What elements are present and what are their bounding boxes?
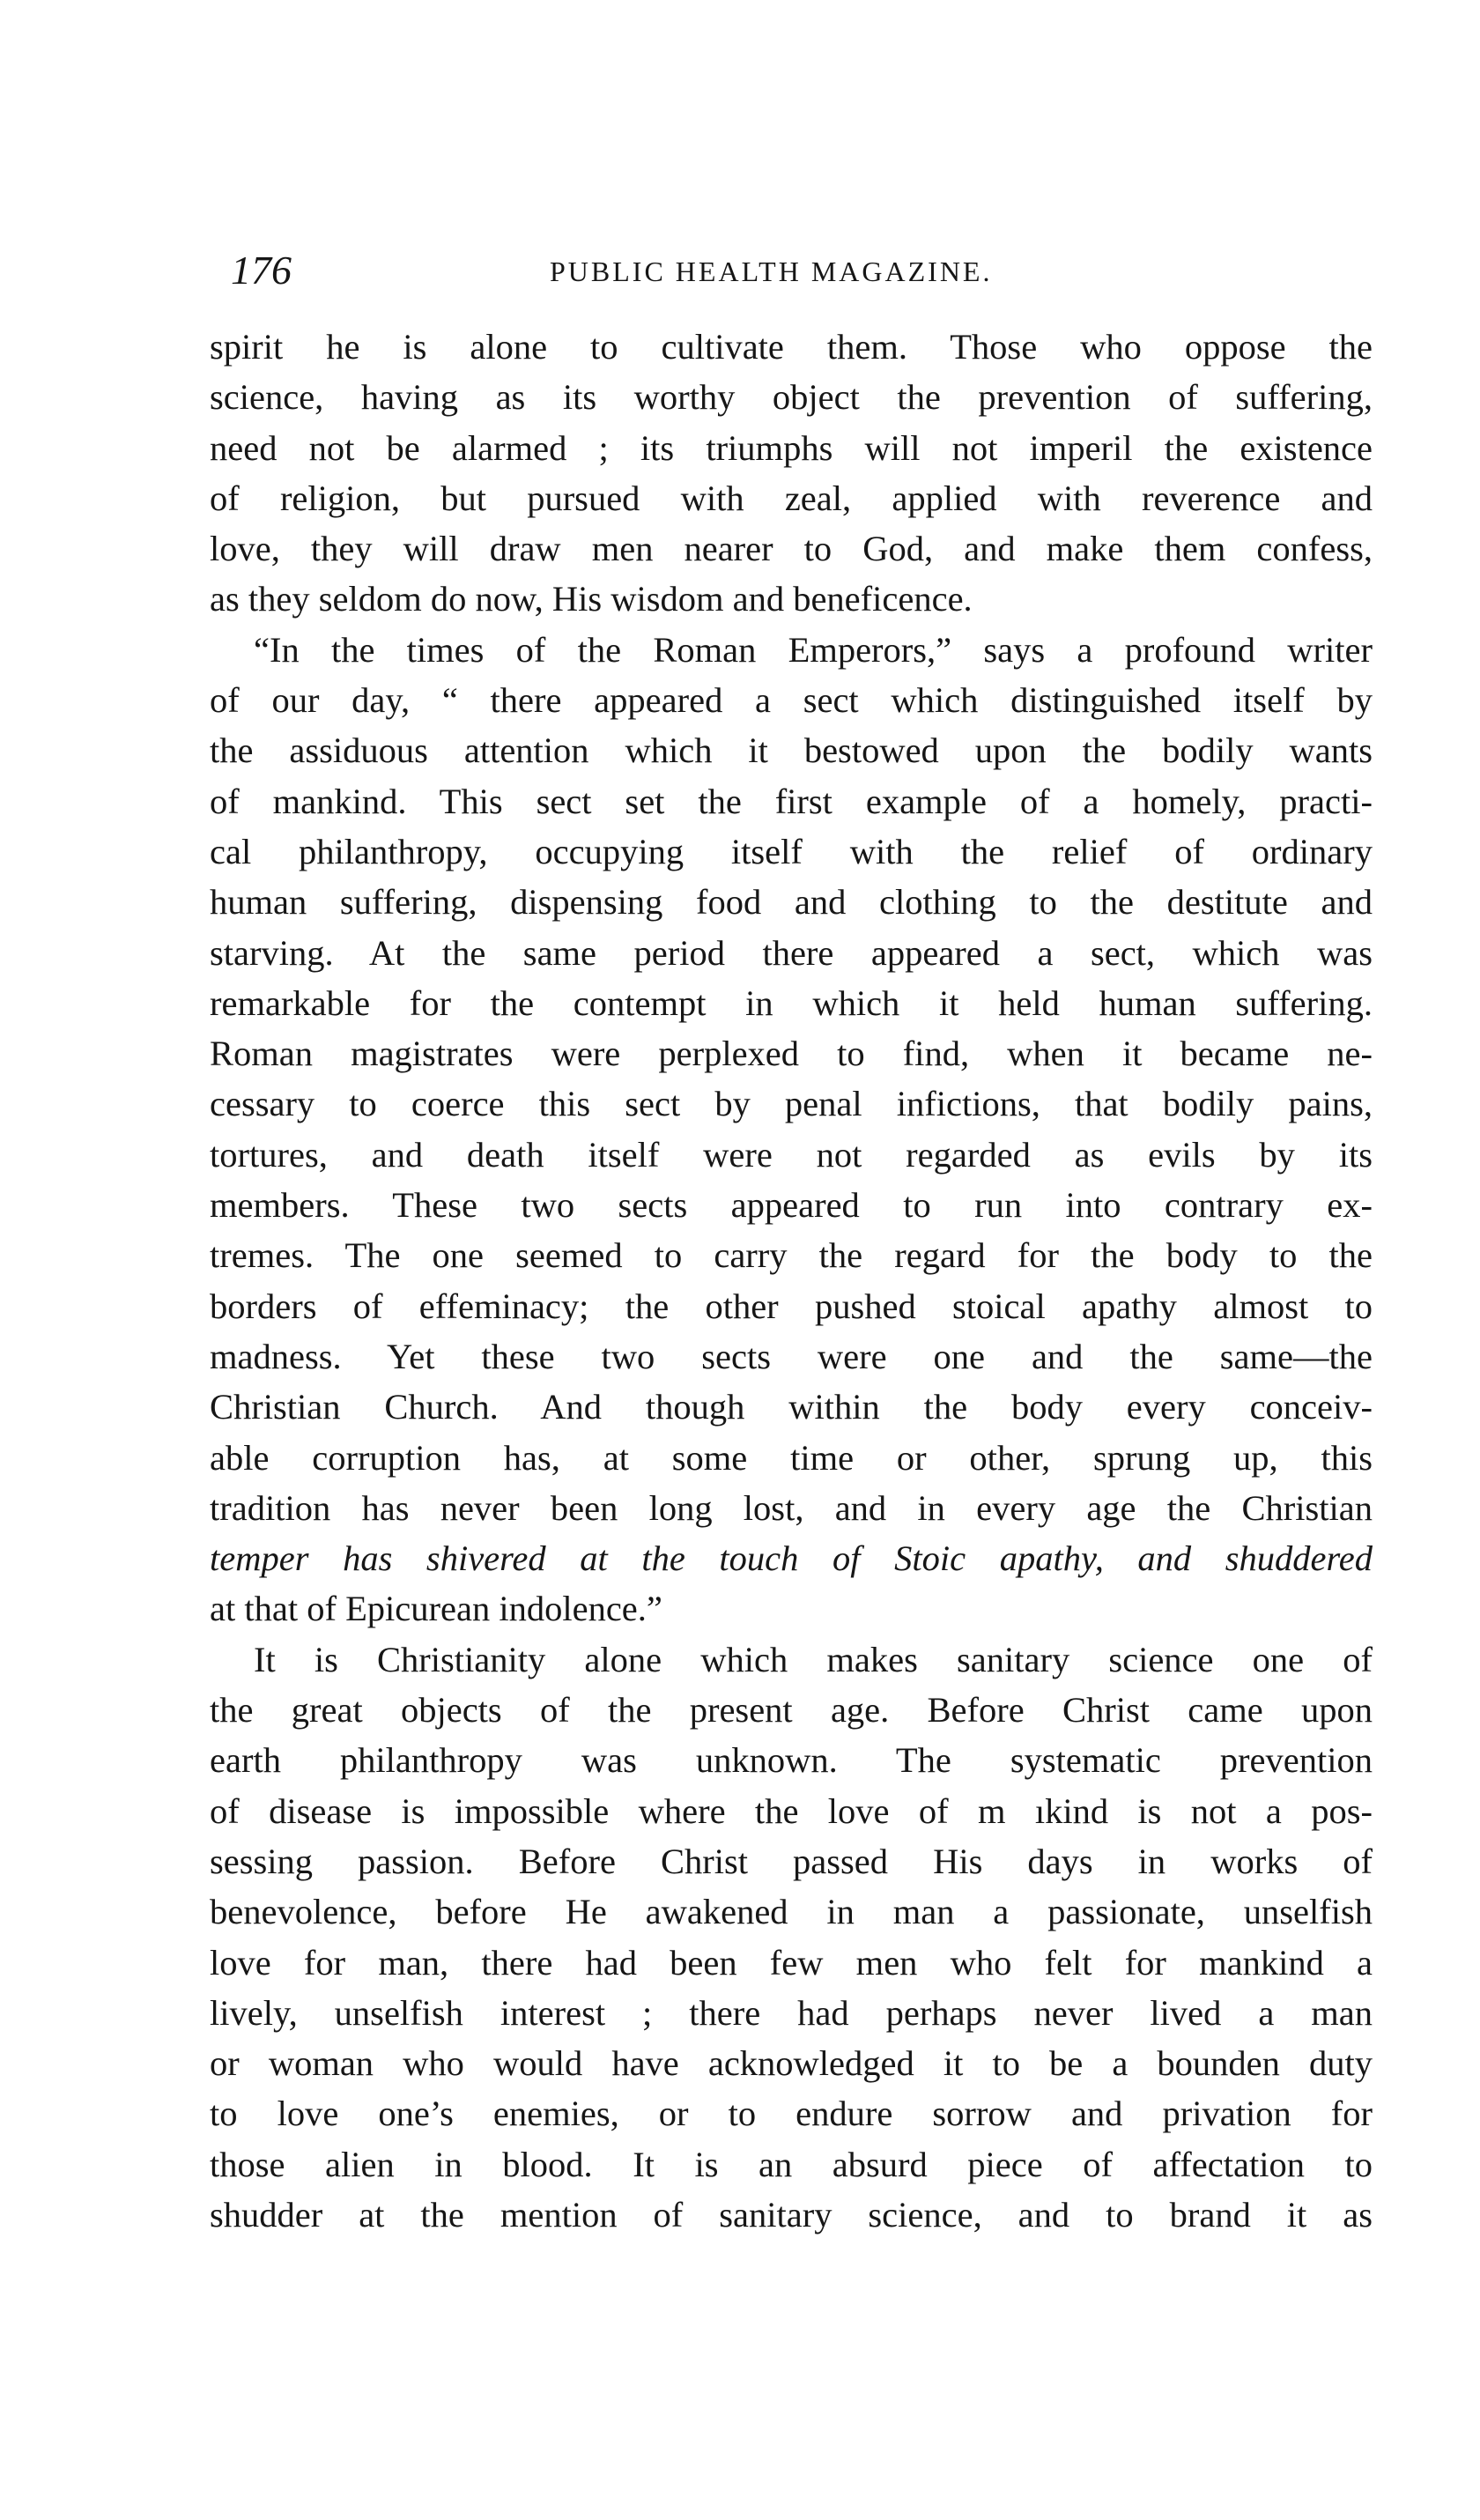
text-line: love, they will draw men nearer to God, and make them confess, [210,529,1373,569]
text-line: to love one’s enemies, or to endure sorrow and privation for [210,2094,1373,2134]
text-line: those alien in blood. It is an absurd piece of affectation to [210,2144,1373,2184]
text-line: tremes. The one seemed to carry the regard for the body to the [210,1235,1373,1276]
text-line: the assiduous attention which it bestowed upon the bodily wants [210,730,1373,771]
text-line: Christian Church. And though within the body every conceiv- [210,1387,1373,1427]
text-line: lively, unselfish interest ; there had perhaps never lived a man [210,1992,1373,2033]
text-line: tradition has never been long lost, and in every age the Christian [210,1487,1373,1528]
text-line: earth philanthropy was unknown. The systematic prevention [210,1740,1373,1781]
text-line: “In the times of the Roman Emperors,” says a profound writer [254,629,1373,670]
running-head [231,248,1376,293]
text-line: cal philanthropy, occupying itself with the relief of ordinary [210,831,1373,871]
text-line: starving. At the same period there appeared a sect, which was [210,932,1373,973]
text-line: benevolence, before He awakened in man a passionate, unselfish [210,1892,1373,1932]
text-line: cessary to coerce this sect by penal infictions, that bodily pains, [210,1084,1373,1124]
text-line: borders of effeminacy; the other pushed stoical apathy almost to [210,1286,1373,1326]
text-line: It is Christianity alone which makes sanitary science one of [254,1639,1373,1679]
text-line: spirit he is alone to cultivate them. Those who oppose the [210,327,1373,367]
text-line: sessing passion. Before Christ passed His days in works of [210,1841,1373,1881]
text-line: science, having as its worthy object the prevention of suffering, [210,377,1373,418]
text-line: need not be alarmed ; its triumphs will not imperil the existence [210,427,1373,468]
text-line: shudder at the mention of sanitary science, and to brand it as [210,2194,1373,2235]
text-line: of religion, but pursued with zeal, applied with reverence and [210,478,1373,518]
text-line: Roman magistrates were perplexed to find, when it became ne- [210,1034,1373,1074]
body-text [210,322,1373,2240]
text-line: human suffering, dispensing food and clothing to the destitute and [210,882,1373,923]
text-line: the great objects of the present age. Before Christ came upon [210,1690,1373,1731]
page-number: 176 [231,248,292,293]
text-line: at that of Epicurean indolence.” [210,1589,662,1629]
text-line: members. These two sects appeared to run into contrary ex- [210,1185,1373,1226]
text-line: remarkable for the contempt in which it held human suffering. [210,982,1373,1023]
text-line: tortures, and death itself were not regarded as evils by its [210,1134,1373,1175]
text-line: or woman who would have acknowledged it to be a bounden duty [210,2043,1373,2084]
text-line: of our day, “ there appeared a sect which distinguished itself by [210,680,1373,721]
text-line: as they seldom do now, His wisdom and beneficence. [210,579,973,619]
text-line-italic: temper has shivered at the touch of Stoic apathy, and shuddered [210,1538,1373,1579]
running-title: PUBLIC HEALTH MAGAZINE. [550,256,993,287]
text-line: of disease is impossible where the love of m ıkind is not a pos- [210,1790,1373,1831]
text-line: madness. Yet these two sects were one and the same—the [210,1336,1373,1376]
text-line: love for man, there had been few men who felt for mankind a [210,1942,1373,1983]
text-line: able corruption has, at some time or other, sprung up, this [210,1437,1373,1478]
text-line: of mankind. This sect set the first example of a homely, practi- [210,781,1373,821]
